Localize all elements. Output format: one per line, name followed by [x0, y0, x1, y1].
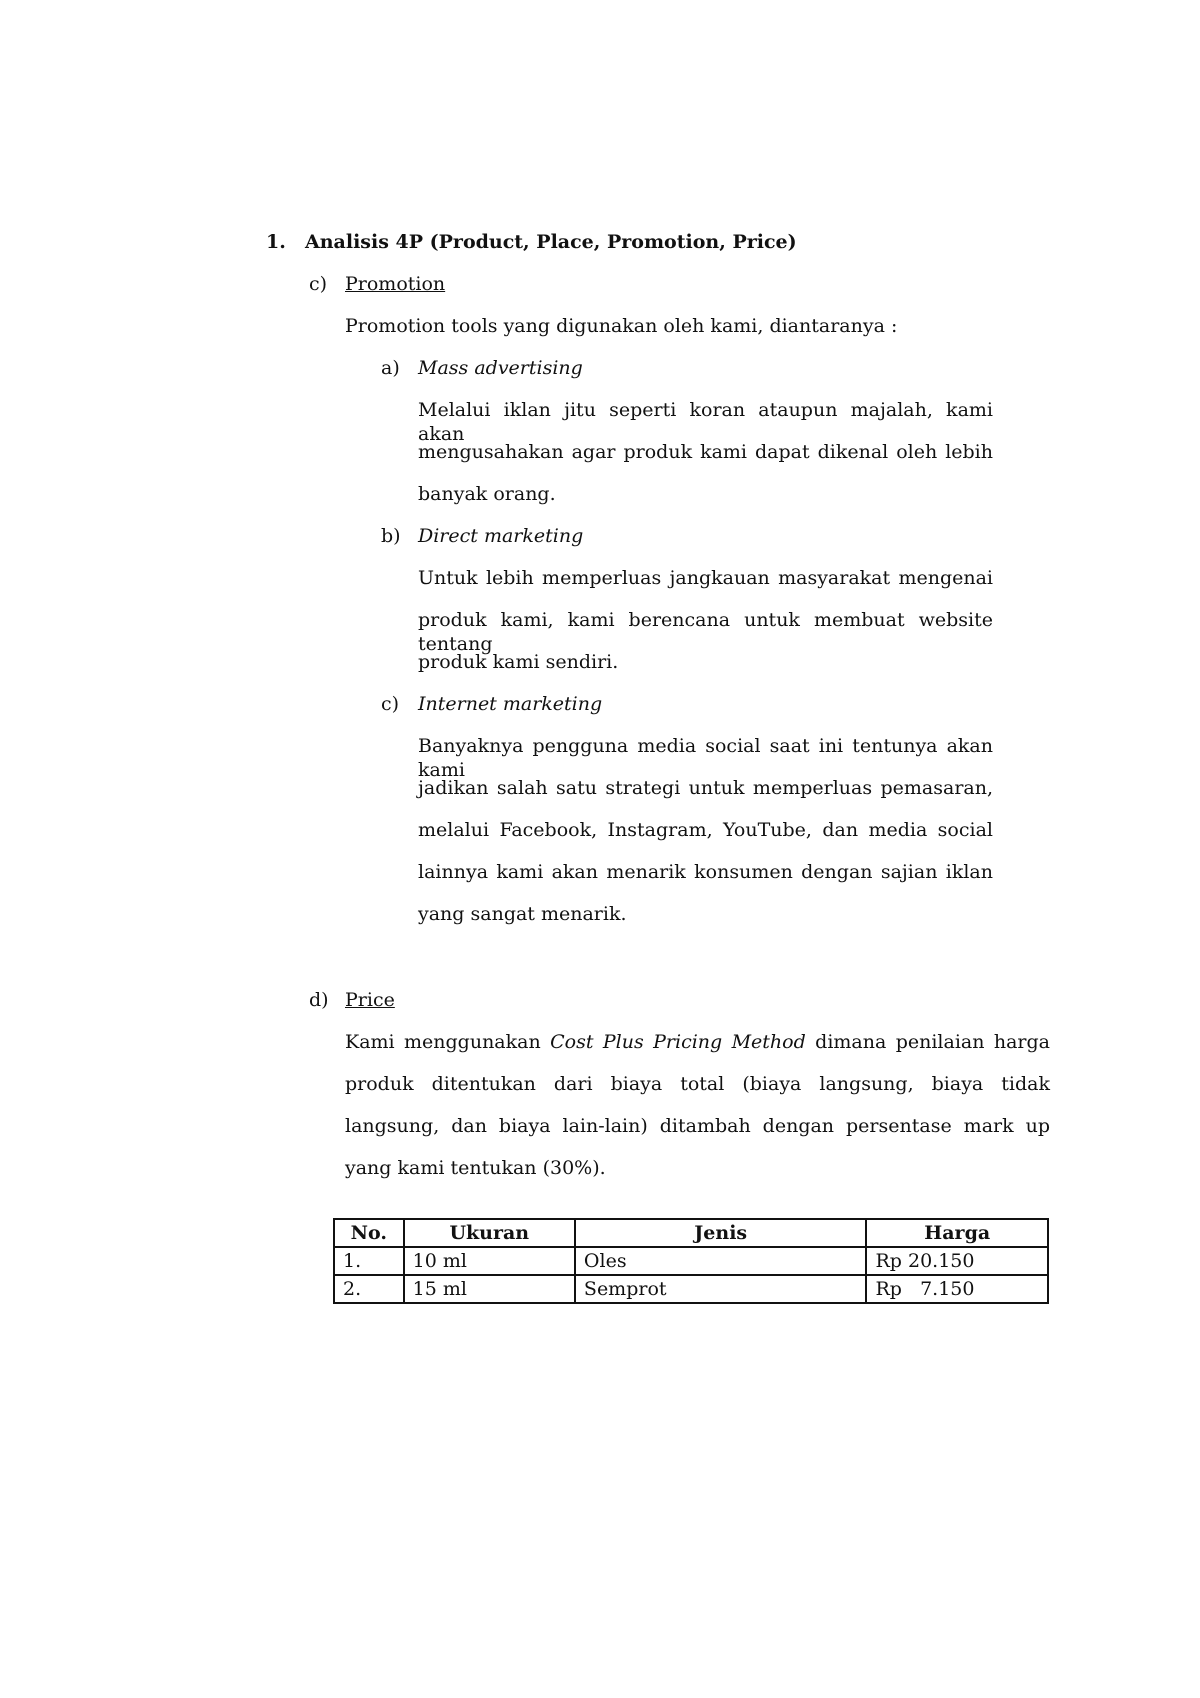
section-title: Analisis 4P (Product, Place, Promotion, Price)	[305, 231, 797, 253]
price-table	[333, 1218, 1049, 1304]
internet-marketing-line-4: lainnya kami akan menarik konsumen dengan sajian iklan	[418, 861, 993, 883]
item-title-direct-marketing: Direct marketing	[418, 525, 584, 547]
direct-marketing-line-3: produk kami sendiri.	[418, 651, 619, 673]
internet-marketing-line-1: Banyaknya pengguna media social saat ini tentunya akan kami	[418, 735, 993, 781]
header-jenis: Jenis	[575, 1219, 867, 1247]
direct-marketing-line-1: Untuk lebih memperluas jangkauan masyarakat mengenai	[418, 567, 993, 589]
item-marker-a: a)	[381, 357, 400, 379]
item-title-internet-marketing: Internet marketing	[418, 693, 603, 715]
cell-harga: Rp 7.150	[866, 1275, 1048, 1303]
price-line-1-after: dimana penilaian harga	[805, 1031, 1051, 1053]
header-ukuran: Ukuran	[404, 1219, 575, 1247]
cell-jenis: Semprot	[575, 1275, 867, 1303]
price-line-2: produk ditentukan dari biaya total (biaya langsung, biaya tidak	[345, 1073, 1050, 1095]
mass-advertising-line-2: mengusahakan agar produk kami dapat dikenal oleh lebih	[418, 441, 993, 463]
price-line-3: langsung, dan biaya lain-lain) ditambah dengan persentase mark up	[345, 1115, 1050, 1137]
price-title: Price	[345, 989, 395, 1011]
item-marker-c: c)	[381, 693, 400, 715]
cell-no: 2.	[334, 1275, 404, 1303]
cell-jenis: Oles	[575, 1247, 867, 1275]
direct-marketing-line-2: produk kami, kami berencana untuk membuat website tentang	[418, 609, 993, 655]
table-row	[334, 1247, 1048, 1275]
price-marker: d)	[309, 989, 329, 1011]
item-title-mass-advertising: Mass advertising	[418, 357, 583, 379]
mass-advertising-line-1: Melalui iklan jitu seperti koran ataupun majalah, kami akan	[418, 399, 993, 445]
internet-marketing-line-5: yang sangat menarik.	[418, 903, 627, 925]
cell-ukuran: 10 ml	[404, 1247, 575, 1275]
cell-harga: Rp 20.150	[866, 1247, 1048, 1275]
mass-advertising-line-3: banyak orang.	[418, 483, 556, 505]
price-line-1	[345, 1030, 1050, 1054]
price-method-name: Cost Plus Pricing Method	[550, 1031, 806, 1053]
promotion-intro: Promotion tools yang digunakan oleh kami, diantaranya :	[345, 315, 898, 337]
promotion-marker: c)	[309, 273, 328, 295]
price-line-4: yang kami tentukan (30%).	[345, 1157, 606, 1179]
internet-marketing-line-2: jadikan salah satu strategi untuk memperluas pemasaran,	[418, 777, 993, 799]
table-header-row	[334, 1219, 1048, 1247]
internet-marketing-line-3: melalui Facebook, Instagram, YouTube, dan media social	[418, 819, 993, 841]
header-no: No.	[334, 1219, 404, 1247]
cell-ukuran: 15 ml	[404, 1275, 575, 1303]
price-line-1-before: Kami menggunakan	[345, 1031, 551, 1053]
item-marker-b: b)	[381, 525, 401, 547]
header-harga: Harga	[866, 1219, 1048, 1247]
section-number: 1.	[266, 231, 286, 253]
cell-no: 1.	[334, 1247, 404, 1275]
table-row	[334, 1275, 1048, 1303]
promotion-title: Promotion	[345, 273, 446, 295]
